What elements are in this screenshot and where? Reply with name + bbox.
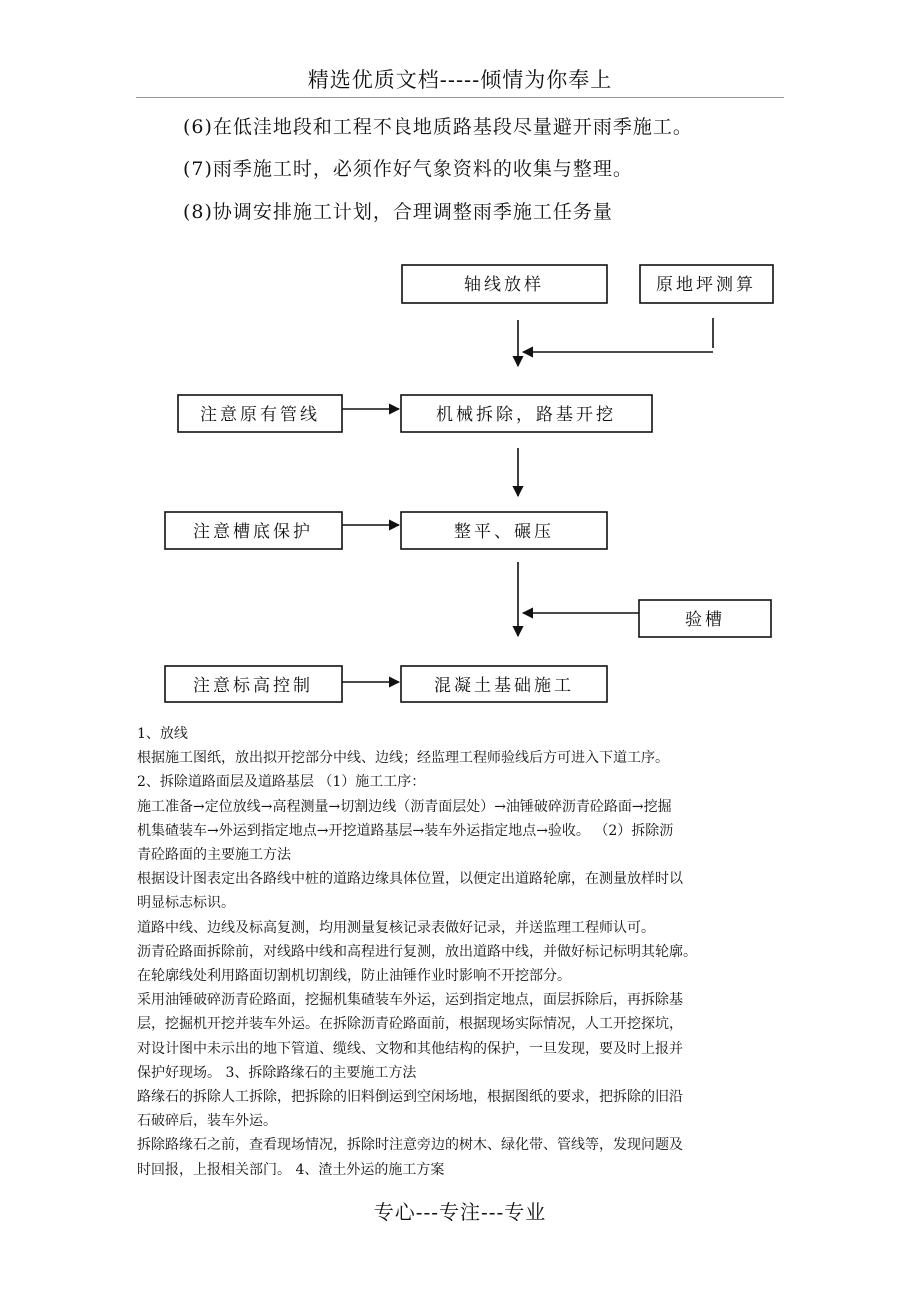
flow-label-mechanical-demolition: 机械拆除，路基开挖 <box>436 405 616 425</box>
body-line: 层，挖掘机开挖并装车外运。在拆除沥青砼路面前，根据现场实际情况，人工开挖探坑， <box>137 1016 683 1033</box>
header-divider <box>136 97 784 98</box>
body-text <box>137 722 787 1182</box>
flow-label-trench-inspection: 验槽 <box>685 610 725 630</box>
body-line: 明显标志标识。 <box>137 895 235 912</box>
body-line: 青砼路面的主要施工方法 <box>137 847 291 864</box>
body-line: 根据设计图表定出各路线中桩的道路边缘具体位置，以便定出道路轮廓，在测量放样时以 <box>137 871 683 888</box>
body-line: 采用油锤破碎沥青砼路面，挖掘机集碴装车外运，运到指定地点，面层拆除后，再拆除基 <box>137 992 683 1009</box>
body-line: 对设计图中未示出的地下管道、缆线、文物和其他结构的保护，一旦发现，要及时上报并 <box>137 1040 683 1057</box>
body-line: 根据施工图纸，放出拟开挖部分中线、边线；经监理工程师验线后方可进入下道工序。 <box>137 750 669 767</box>
measure-item-7: (7)雨季施工时，必须作好气象资料的收集与整理。 <box>183 158 633 180</box>
body-line: 石破碎后，装车外运。 <box>137 1113 277 1130</box>
construction-flowchart <box>0 250 920 710</box>
flow-label-ground-survey: 原地坪测算 <box>656 275 756 295</box>
body-line: 机集碴装车→外运到指定地点→开挖道路基层→装车外运指定地点→验收。 （2）拆除沥 <box>137 822 674 839</box>
body-line: 路缘石的拆除人工拆除，把拆除的旧料倒运到空闲场地，根据图纸的要求，把拆除的旧沿 <box>137 1089 683 1106</box>
body-line: 沥青砼路面拆除前，对线路中线和高程进行复测，放出道路中线，并做好标记标明其轮廓。 <box>137 943 697 960</box>
measure-item-8: (8)协调安排施工计划，合理调整雨季施工任务量 <box>183 201 613 223</box>
body-line: 在轮廓线处利用路面切割机切割线，防止油锤作业时影响不开挖部分。 <box>137 968 571 985</box>
flow-label-trench-bottom-protection: 注意槽底保护 <box>193 522 313 542</box>
body-line: 2、拆除道路面层及道路基层 （1）施工工序： <box>137 774 426 791</box>
body-line: 时回报，上报相关部门。 4、渣土外运的施工方案 <box>137 1161 445 1178</box>
flow-label-elevation-control: 注意标高控制 <box>193 676 313 696</box>
page-header: 精选优质文档-----倾情为你奉上 <box>307 68 613 92</box>
flow-label-leveling-compaction: 整平、碾压 <box>454 522 554 542</box>
flow-label-axis-layout: 轴线放样 <box>464 275 544 295</box>
flow-label-concrete-foundation: 混凝土基础施工 <box>434 676 574 696</box>
body-line: 1、放线 <box>137 726 188 742</box>
measure-item-6: (6)在低洼地段和工程不良地质路基段尽量避开雨季施工。 <box>183 116 693 138</box>
body-line: 施工准备→定位放线→高程测量→切割边线（沥青面层处）→油锤破碎沥青砼路面→挖掘 <box>137 798 672 815</box>
page-footer: 专心---专注---专业 <box>373 1200 547 1224</box>
body-line: 拆除路缘石之前，查看现场情况，拆除时注意旁边的树木、绿化带、管线等，发现问题及 <box>137 1137 683 1154</box>
flow-label-existing-pipelines: 注意原有管线 <box>200 405 320 425</box>
body-line: 保护好现场。 3、拆除路缘石的主要施工方法 <box>137 1064 417 1081</box>
body-line: 道路中线、边线及标高复测，均用测量复核记录表做好记录，并送监理工程师认可。 <box>137 919 655 936</box>
